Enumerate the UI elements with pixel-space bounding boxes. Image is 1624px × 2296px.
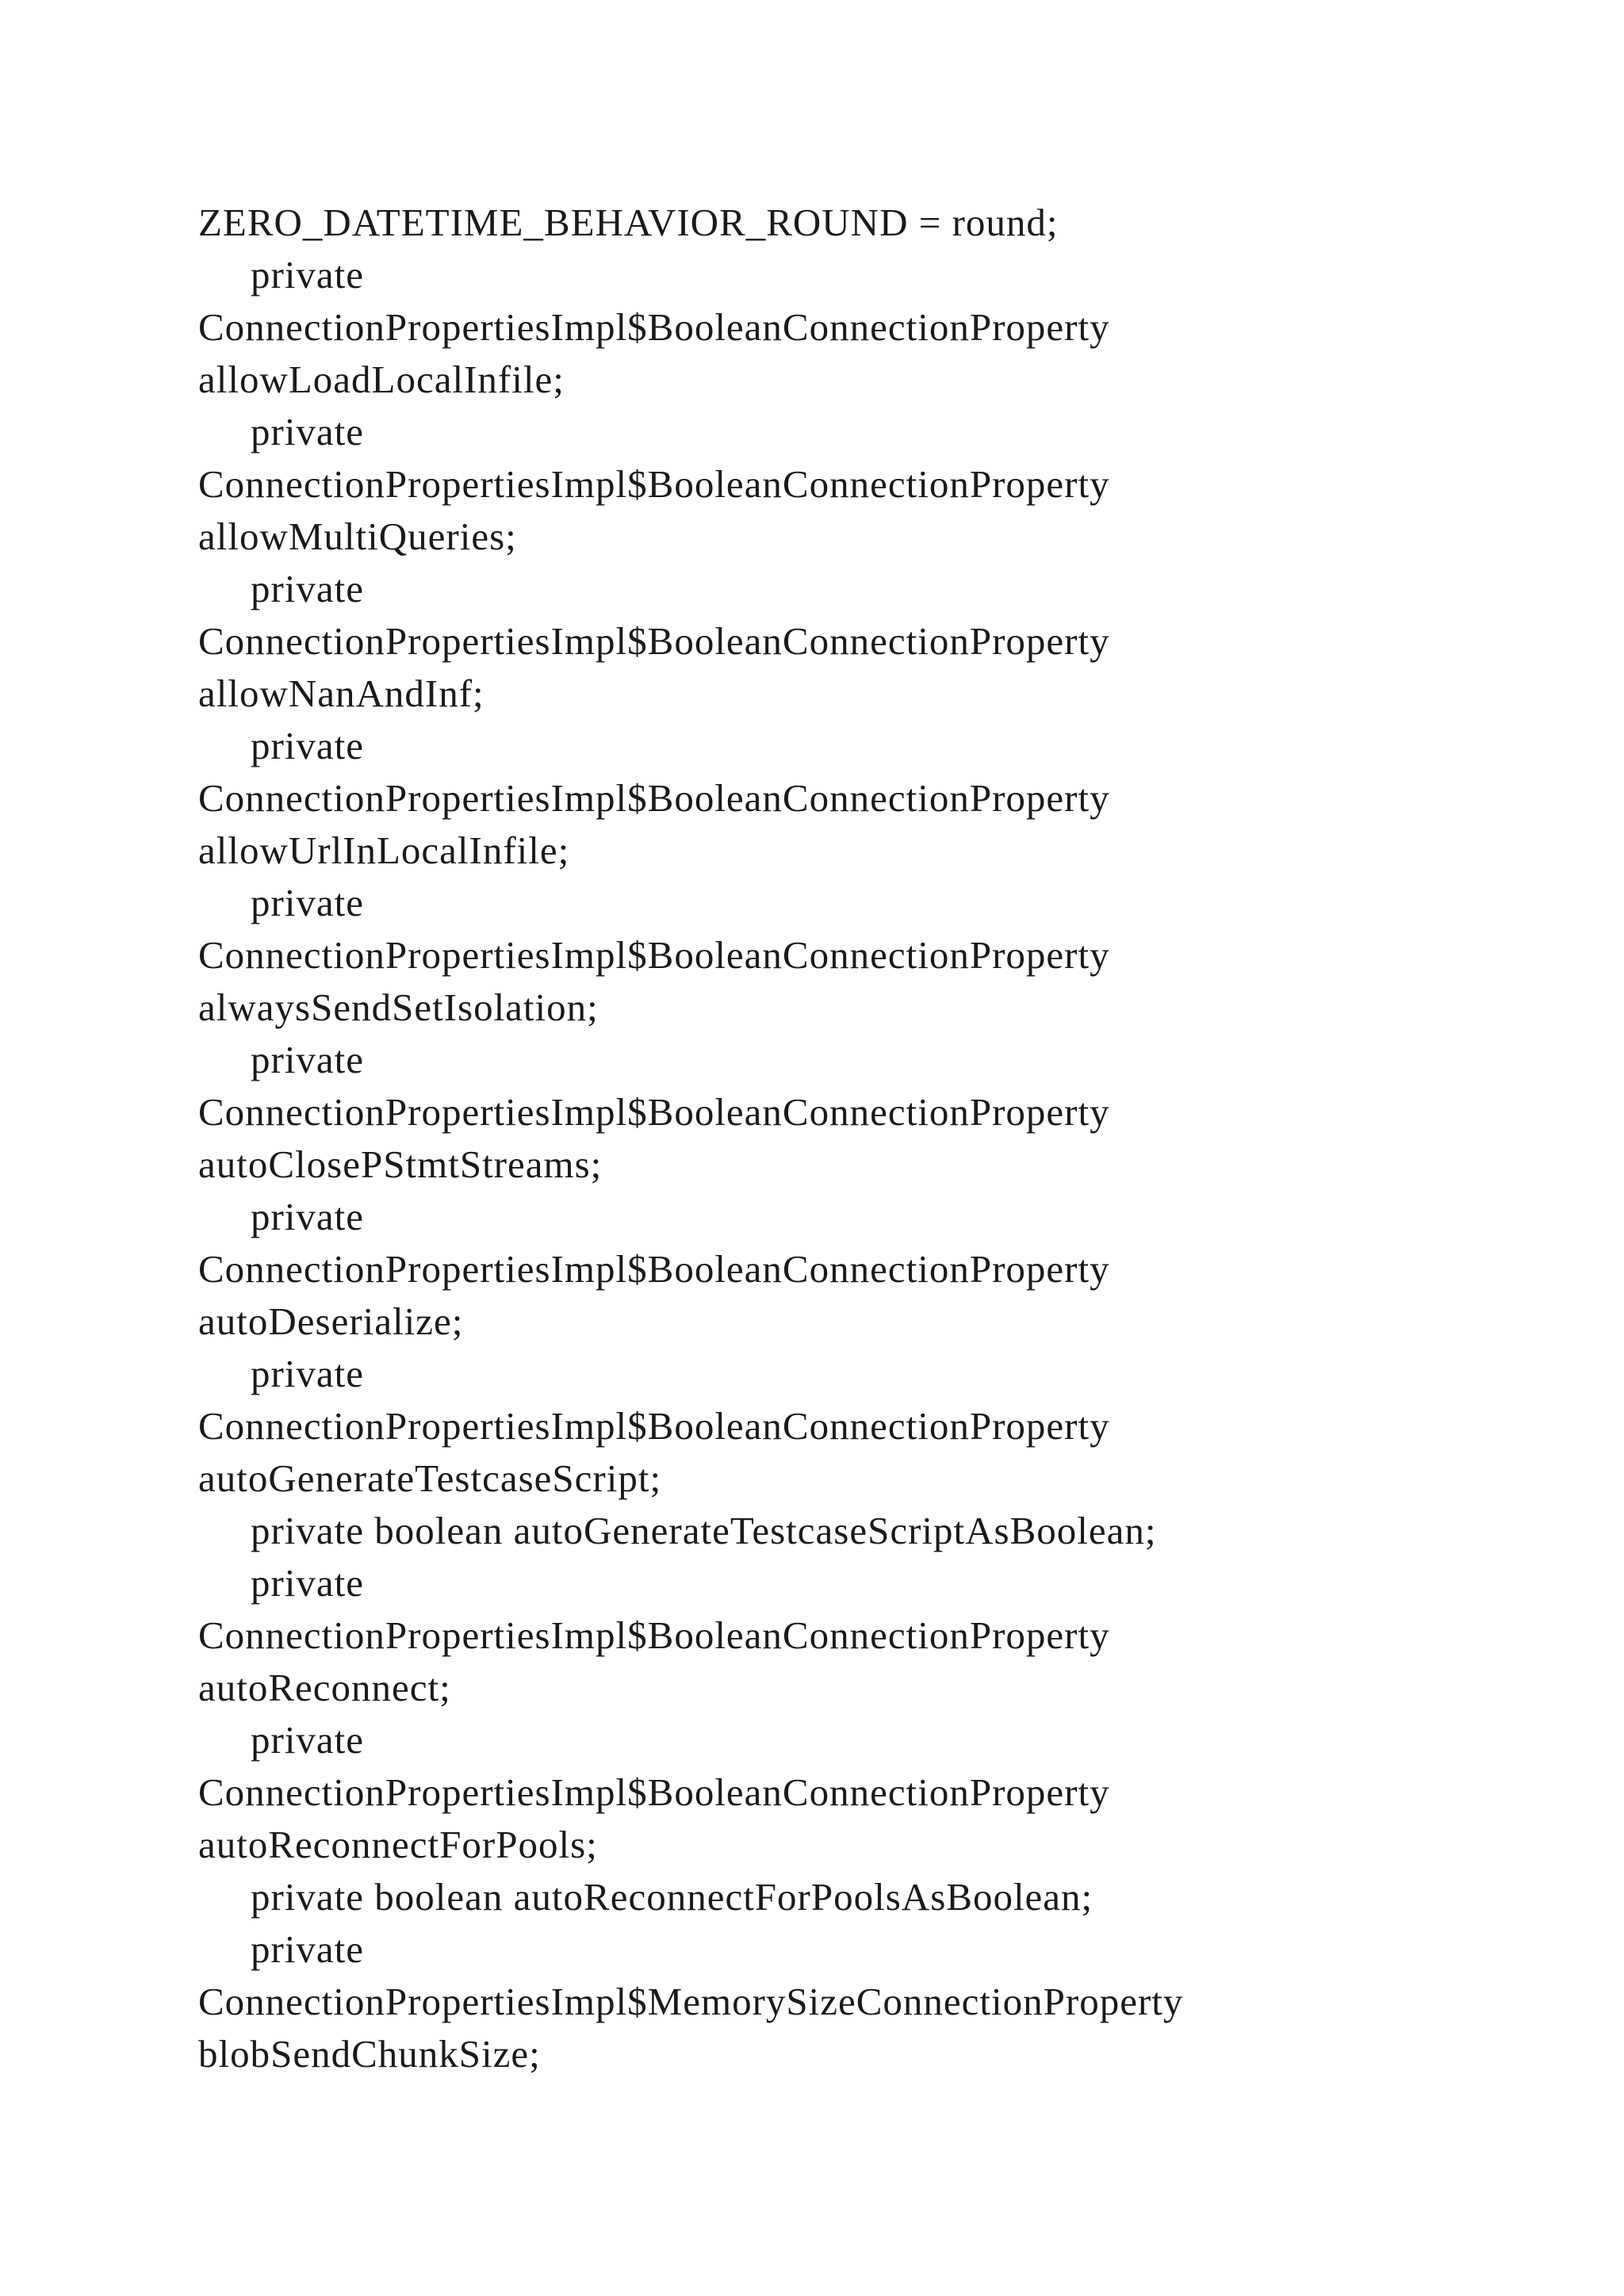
code-line: allowMultiQueries; <box>198 515 517 558</box>
code-line: private boolean autoGenerateTestcaseScriptAsBoolean; <box>251 1509 1157 1552</box>
code-line: private <box>251 1195 365 1238</box>
code-line: autoDeserialize; <box>198 1299 464 1343</box>
code-line: allowNanAndInf; <box>198 672 485 715</box>
code-line: private <box>251 253 365 297</box>
code-line: allowUrlInLocalInfile; <box>198 828 570 872</box>
code-line: blobSendChunkSize; <box>198 2032 541 2076</box>
code-line: ZERO_DATETIME_BEHAVIOR_ROUND = round; <box>198 201 1059 244</box>
code-line: private <box>251 724 365 767</box>
code-line: private boolean autoReconnectForPoolsAsBoolean; <box>251 1875 1094 1919</box>
code-line: ConnectionPropertiesImpl$MemorySizeConnectionProperty <box>198 1980 1184 2023</box>
code-text-block <box>198 197 1546 2080</box>
code-line: alwaysSendSetIsolation; <box>198 985 599 1029</box>
code-line: ConnectionPropertiesImpl$BooleanConnectionProperty <box>198 1247 1110 1291</box>
code-line: ConnectionPropertiesImpl$BooleanConnectionProperty <box>198 1404 1110 1448</box>
code-line: autoReconnectForPools; <box>198 1823 598 1866</box>
code-line: ConnectionPropertiesImpl$BooleanConnectionProperty <box>198 1770 1110 1814</box>
code-line: allowLoadLocalInfile; <box>198 358 565 401</box>
code-line: private <box>251 1718 365 1762</box>
code-line: private <box>251 410 365 453</box>
code-line: ConnectionPropertiesImpl$BooleanConnectionProperty <box>198 1613 1110 1657</box>
code-line: private <box>251 1927 365 1971</box>
code-line: private <box>251 567 365 610</box>
code-line: autoGenerateTestcaseScript; <box>198 1456 662 1500</box>
code-line: private <box>251 1038 365 1081</box>
code-line: ConnectionPropertiesImpl$BooleanConnectionProperty <box>198 619 1110 663</box>
code-line: ConnectionPropertiesImpl$BooleanConnectionProperty <box>198 1090 1110 1134</box>
code-line: ConnectionPropertiesImpl$BooleanConnectionProperty <box>198 462 1110 506</box>
code-line: private <box>251 1561 365 1605</box>
code-line: private <box>251 1352 365 1395</box>
code-line: ConnectionPropertiesImpl$BooleanConnectionProperty <box>198 776 1110 820</box>
code-line: autoReconnect; <box>198 1666 451 1709</box>
code-line: autoClosePStmtStreams; <box>198 1142 603 1186</box>
code-line: private <box>251 881 365 924</box>
code-line: ConnectionPropertiesImpl$BooleanConnectionProperty <box>198 933 1110 977</box>
code-line: ConnectionPropertiesImpl$BooleanConnectionProperty <box>198 305 1110 349</box>
